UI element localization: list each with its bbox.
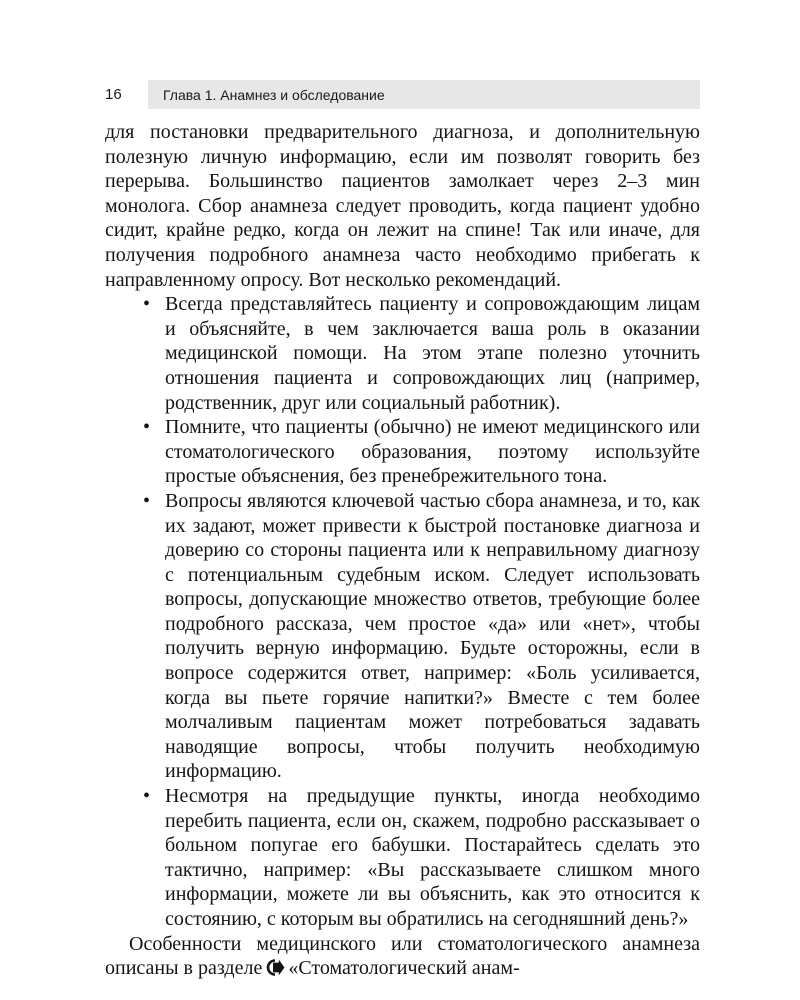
closing-paragraph xyxy=(105,932,700,981)
list-item-text: Помните, что пациенты (обычно) не имеют медицинского или стоматологического образования, поэтому используйте простые объяснения, без пренебрежительного тона. xyxy=(165,416,700,488)
list-item xyxy=(143,415,700,489)
closing-text-end: «Стоматологический анам- xyxy=(288,957,520,980)
bullet-mark: • xyxy=(143,489,151,512)
list-item-text: Несмотря на предыдущие пункты, иногда необходимо перебить пациента, если он, скажем, подробно рассказывает о больном попугае его бабушки. Постарайтесь сделать это тактично, например: «Вы рассказываете слишком много информации, можете ли вы объяснить, как это относится к состоянию, с которым вы обратились на сегодняшний день?» xyxy=(165,785,700,930)
cross-reference-arrow-icon xyxy=(265,959,285,976)
list-item xyxy=(143,784,700,932)
body-text xyxy=(105,120,700,981)
list-item xyxy=(143,489,700,784)
page-number: 16 xyxy=(105,86,122,103)
running-header xyxy=(105,80,700,109)
bullet-mark: • xyxy=(143,785,151,808)
chapter-header-bar xyxy=(148,80,700,109)
closing-text-start: Особенности медицинского или стоматологического анамнеза описаны в разделе xyxy=(105,932,700,980)
intro-paragraph: для постановки предварительного диагноза, и дополнительную полезную личную информацию, если им позволят говорить без перерыва. Большинство пациентов замолкает через 2–3 мин монолога. Сбор анамнеза следует проводить, когда пациент удобно сидит, крайне редко, когда он лежит на спине! Так или иначе, для получения подробного анамнеза часто необходимо прибегать к направленному опросу. Вот несколько рекомендаций. xyxy=(105,121,700,291)
list-item-text: Всегда представляйтесь пациенту и сопровождающим лицам и объясняйте, в чем заключается ваша роль в оказании медицинской помощи. На этом этапе полезно уточнить отношения пациента и сопровождающих лиц (например, родственник, друг или социальный работник). xyxy=(165,293,700,414)
chapter-title: Глава 1. Анамнез и обследование xyxy=(163,87,385,103)
bullet-mark: • xyxy=(143,416,151,439)
recommendation-list xyxy=(105,292,700,931)
list-item-text: Вопросы являются ключевой частью сбора анамнеза, и то, как их задают, может привести к быстрой постановке диагноза и доверию со стороны пациента или к неправильному диагнозу с потенциальным судебным иском. Следует использовать вопросы, допускающие множество ответов, требующие более подробного рассказа, чем простое «да» или «нет», чтобы получить верную информацию. Будьте осторожны, если в вопросе содержится ответ, например: «Боль усиливается, когда вы пьете горячие напитки?» Вместе с тем более молчаливым пациентам может потребоваться задавать наводящие вопросы, чтобы получить необходимую информацию. xyxy=(165,489,700,783)
list-item xyxy=(143,292,700,415)
bullet-mark: • xyxy=(143,293,151,316)
